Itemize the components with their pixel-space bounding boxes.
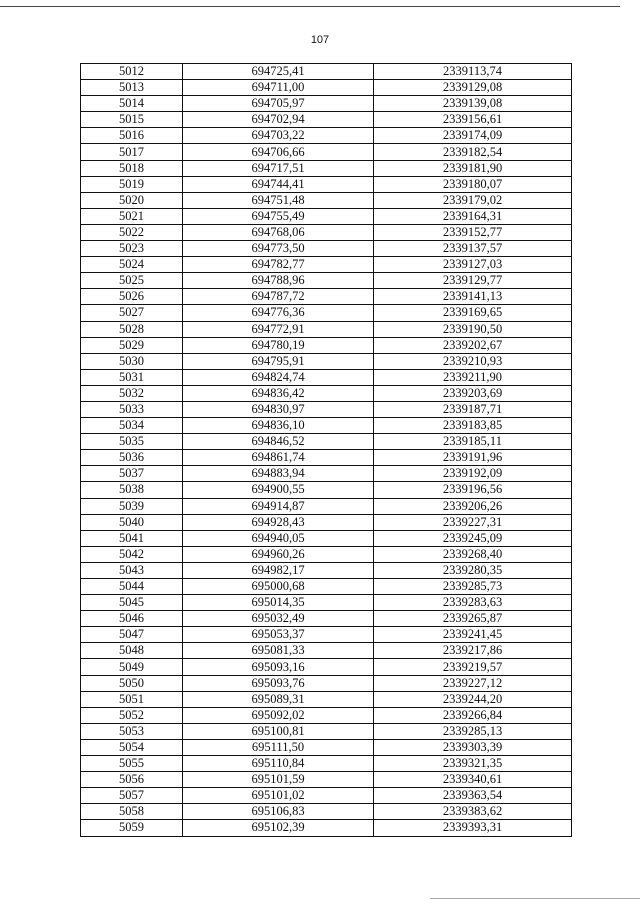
y-coordinate-cell: 2339137,57	[374, 241, 572, 257]
point-number-cell: 5059	[81, 820, 183, 836]
y-coordinate-cell: 2339129,77	[374, 273, 572, 289]
point-number-cell: 5029	[81, 337, 183, 353]
table-row	[81, 659, 572, 675]
table-row	[81, 482, 572, 498]
point-number-cell: 5026	[81, 289, 183, 305]
point-number-cell: 5048	[81, 643, 183, 659]
y-coordinate-cell: 2339169,65	[374, 305, 572, 321]
table-row	[81, 273, 572, 289]
table-row	[81, 756, 572, 772]
table-row	[81, 80, 572, 96]
x-coordinate-cell: 695106,83	[183, 804, 374, 820]
point-number-cell: 5046	[81, 611, 183, 627]
point-number-cell: 5017	[81, 144, 183, 160]
y-coordinate-cell: 2339181,90	[374, 160, 572, 176]
table-row	[81, 241, 572, 257]
x-coordinate-cell: 694824,74	[183, 369, 374, 385]
table-row	[81, 160, 572, 176]
y-coordinate-cell: 2339217,86	[374, 643, 572, 659]
x-coordinate-cell: 695000,68	[183, 579, 374, 595]
point-number-cell: 5023	[81, 241, 183, 257]
table-row	[81, 466, 572, 482]
table-row	[81, 257, 572, 273]
table-row	[81, 144, 572, 160]
point-number-cell: 5019	[81, 176, 183, 192]
coordinates-table-container	[80, 63, 571, 837]
point-number-cell: 5035	[81, 434, 183, 450]
y-coordinate-cell: 2339245,09	[374, 530, 572, 546]
y-coordinate-cell: 2339340,61	[374, 772, 572, 788]
x-coordinate-cell: 695089,31	[183, 691, 374, 707]
point-number-cell: 5034	[81, 418, 183, 434]
y-coordinate-cell: 2339303,39	[374, 739, 572, 755]
x-coordinate-cell: 694914,87	[183, 498, 374, 514]
table-row	[81, 305, 572, 321]
table-row	[81, 353, 572, 369]
y-coordinate-cell: 2339241,45	[374, 627, 572, 643]
point-number-cell: 5040	[81, 514, 183, 530]
table-row	[81, 128, 572, 144]
y-coordinate-cell: 2339321,35	[374, 756, 572, 772]
table-row	[81, 208, 572, 224]
y-coordinate-cell: 2339244,20	[374, 691, 572, 707]
table-row	[81, 401, 572, 417]
table-row	[81, 176, 572, 192]
bottom-rule	[430, 898, 640, 899]
x-coordinate-cell: 695110,84	[183, 756, 374, 772]
point-number-cell: 5031	[81, 369, 183, 385]
x-coordinate-cell: 694773,50	[183, 241, 374, 257]
table-row	[81, 627, 572, 643]
x-coordinate-cell: 694706,66	[183, 144, 374, 160]
x-coordinate-cell: 695102,39	[183, 820, 374, 836]
table-row	[81, 643, 572, 659]
point-number-cell: 5022	[81, 224, 183, 240]
point-number-cell: 5016	[81, 128, 183, 144]
point-number-cell: 5036	[81, 450, 183, 466]
point-number-cell: 5045	[81, 595, 183, 611]
point-number-cell: 5012	[81, 64, 183, 80]
point-number-cell: 5020	[81, 192, 183, 208]
table-row	[81, 289, 572, 305]
point-number-cell: 5050	[81, 675, 183, 691]
point-number-cell: 5013	[81, 80, 183, 96]
table-row	[81, 385, 572, 401]
table-row	[81, 804, 572, 820]
x-coordinate-cell: 694782,77	[183, 257, 374, 273]
y-coordinate-cell: 2339285,73	[374, 579, 572, 595]
x-coordinate-cell: 695100,81	[183, 723, 374, 739]
y-coordinate-cell: 2339152,77	[374, 224, 572, 240]
y-coordinate-cell: 2339156,61	[374, 112, 572, 128]
y-coordinate-cell: 2339141,13	[374, 289, 572, 305]
y-coordinate-cell: 2339266,84	[374, 707, 572, 723]
point-number-cell: 5042	[81, 546, 183, 562]
x-coordinate-cell: 695093,76	[183, 675, 374, 691]
x-coordinate-cell: 695092,02	[183, 707, 374, 723]
table-row	[81, 369, 572, 385]
y-coordinate-cell: 2339363,54	[374, 788, 572, 804]
table-row	[81, 514, 572, 530]
x-coordinate-cell: 694928,43	[183, 514, 374, 530]
table-row	[81, 64, 572, 80]
y-coordinate-cell: 2339211,90	[374, 369, 572, 385]
point-number-cell: 5052	[81, 707, 183, 723]
x-coordinate-cell: 695101,59	[183, 772, 374, 788]
point-number-cell: 5057	[81, 788, 183, 804]
y-coordinate-cell: 2339210,93	[374, 353, 572, 369]
table-row	[81, 675, 572, 691]
y-coordinate-cell: 2339139,08	[374, 96, 572, 112]
x-coordinate-cell: 694755,49	[183, 208, 374, 224]
x-coordinate-cell: 695081,33	[183, 643, 374, 659]
y-coordinate-cell: 2339285,13	[374, 723, 572, 739]
y-coordinate-cell: 2339227,12	[374, 675, 572, 691]
y-coordinate-cell: 2339393,31	[374, 820, 572, 836]
table-row	[81, 739, 572, 755]
x-coordinate-cell: 695111,50	[183, 739, 374, 755]
table-row	[81, 595, 572, 611]
y-coordinate-cell: 2339164,31	[374, 208, 572, 224]
point-number-cell: 5051	[81, 691, 183, 707]
x-coordinate-cell: 695101,02	[183, 788, 374, 804]
y-coordinate-cell: 2339203,69	[374, 385, 572, 401]
table-row	[81, 723, 572, 739]
x-coordinate-cell: 694725,41	[183, 64, 374, 80]
table-row	[81, 707, 572, 723]
table-row	[81, 498, 572, 514]
x-coordinate-cell: 694787,72	[183, 289, 374, 305]
x-coordinate-cell: 694900,55	[183, 482, 374, 498]
y-coordinate-cell: 2339180,07	[374, 176, 572, 192]
table-row	[81, 96, 572, 112]
x-coordinate-cell: 695032,49	[183, 611, 374, 627]
point-number-cell: 5041	[81, 530, 183, 546]
table-row	[81, 611, 572, 627]
point-number-cell: 5054	[81, 739, 183, 755]
point-number-cell: 5038	[81, 482, 183, 498]
y-coordinate-cell: 2339196,56	[374, 482, 572, 498]
y-coordinate-cell: 2339187,71	[374, 401, 572, 417]
x-coordinate-cell: 694772,91	[183, 321, 374, 337]
table-row	[81, 434, 572, 450]
x-coordinate-cell: 694795,91	[183, 353, 374, 369]
point-number-cell: 5033	[81, 401, 183, 417]
table-row	[81, 530, 572, 546]
coordinates-table-body	[81, 64, 572, 837]
point-number-cell: 5028	[81, 321, 183, 337]
table-row	[81, 192, 572, 208]
point-number-cell: 5044	[81, 579, 183, 595]
y-coordinate-cell: 2339192,09	[374, 466, 572, 482]
x-coordinate-cell: 694705,97	[183, 96, 374, 112]
y-coordinate-cell: 2339202,67	[374, 337, 572, 353]
table-row	[81, 788, 572, 804]
point-number-cell: 5021	[81, 208, 183, 224]
point-number-cell: 5053	[81, 723, 183, 739]
top-rule	[0, 6, 620, 7]
y-coordinate-cell: 2339283,63	[374, 595, 572, 611]
x-coordinate-cell: 694768,06	[183, 224, 374, 240]
x-coordinate-cell: 694711,00	[183, 80, 374, 96]
table-row	[81, 321, 572, 337]
point-number-cell: 5047	[81, 627, 183, 643]
point-number-cell: 5055	[81, 756, 183, 772]
x-coordinate-cell: 694960,26	[183, 546, 374, 562]
x-coordinate-cell: 695093,16	[183, 659, 374, 675]
page-number: 107	[310, 34, 330, 46]
point-number-cell: 5043	[81, 562, 183, 578]
table-row	[81, 337, 572, 353]
y-coordinate-cell: 2339219,57	[374, 659, 572, 675]
y-coordinate-cell: 2339227,31	[374, 514, 572, 530]
x-coordinate-cell: 694940,05	[183, 530, 374, 546]
point-number-cell: 5032	[81, 385, 183, 401]
table-row	[81, 450, 572, 466]
table-row	[81, 112, 572, 128]
x-coordinate-cell: 694861,74	[183, 450, 374, 466]
x-coordinate-cell: 694751,48	[183, 192, 374, 208]
x-coordinate-cell: 694744,41	[183, 176, 374, 192]
x-coordinate-cell: 694883,94	[183, 466, 374, 482]
x-coordinate-cell: 694717,51	[183, 160, 374, 176]
y-coordinate-cell: 2339265,87	[374, 611, 572, 627]
x-coordinate-cell: 694836,10	[183, 418, 374, 434]
point-number-cell: 5039	[81, 498, 183, 514]
point-number-cell: 5018	[81, 160, 183, 176]
y-coordinate-cell: 2339179,02	[374, 192, 572, 208]
table-row	[81, 772, 572, 788]
point-number-cell: 5015	[81, 112, 183, 128]
y-coordinate-cell: 2339383,62	[374, 804, 572, 820]
x-coordinate-cell: 695053,37	[183, 627, 374, 643]
x-coordinate-cell: 695014,35	[183, 595, 374, 611]
y-coordinate-cell: 2339129,08	[374, 80, 572, 96]
y-coordinate-cell: 2339280,35	[374, 562, 572, 578]
x-coordinate-cell: 694702,94	[183, 112, 374, 128]
table-row	[81, 579, 572, 595]
x-coordinate-cell: 694780,19	[183, 337, 374, 353]
point-number-cell: 5056	[81, 772, 183, 788]
y-coordinate-cell: 2339185,11	[374, 434, 572, 450]
x-coordinate-cell: 694982,17	[183, 562, 374, 578]
y-coordinate-cell: 2339174,09	[374, 128, 572, 144]
coordinates-table	[80, 63, 572, 837]
table-row	[81, 691, 572, 707]
x-coordinate-cell: 694830,97	[183, 401, 374, 417]
y-coordinate-cell: 2339127,03	[374, 257, 572, 273]
point-number-cell: 5024	[81, 257, 183, 273]
x-coordinate-cell: 694776,36	[183, 305, 374, 321]
point-number-cell: 5058	[81, 804, 183, 820]
table-row	[81, 418, 572, 434]
point-number-cell: 5027	[81, 305, 183, 321]
table-row	[81, 562, 572, 578]
table-row	[81, 546, 572, 562]
y-coordinate-cell: 2339206,26	[374, 498, 572, 514]
y-coordinate-cell: 2339113,74	[374, 64, 572, 80]
point-number-cell: 5025	[81, 273, 183, 289]
point-number-cell: 5030	[81, 353, 183, 369]
point-number-cell: 5037	[81, 466, 183, 482]
table-row	[81, 224, 572, 240]
point-number-cell: 5049	[81, 659, 183, 675]
point-number-cell: 5014	[81, 96, 183, 112]
x-coordinate-cell: 694703,22	[183, 128, 374, 144]
y-coordinate-cell: 2339182,54	[374, 144, 572, 160]
y-coordinate-cell: 2339191,96	[374, 450, 572, 466]
y-coordinate-cell: 2339183,85	[374, 418, 572, 434]
y-coordinate-cell: 2339268,40	[374, 546, 572, 562]
x-coordinate-cell: 694788,96	[183, 273, 374, 289]
table-row	[81, 820, 572, 836]
x-coordinate-cell: 694836,42	[183, 385, 374, 401]
x-coordinate-cell: 694846,52	[183, 434, 374, 450]
y-coordinate-cell: 2339190,50	[374, 321, 572, 337]
